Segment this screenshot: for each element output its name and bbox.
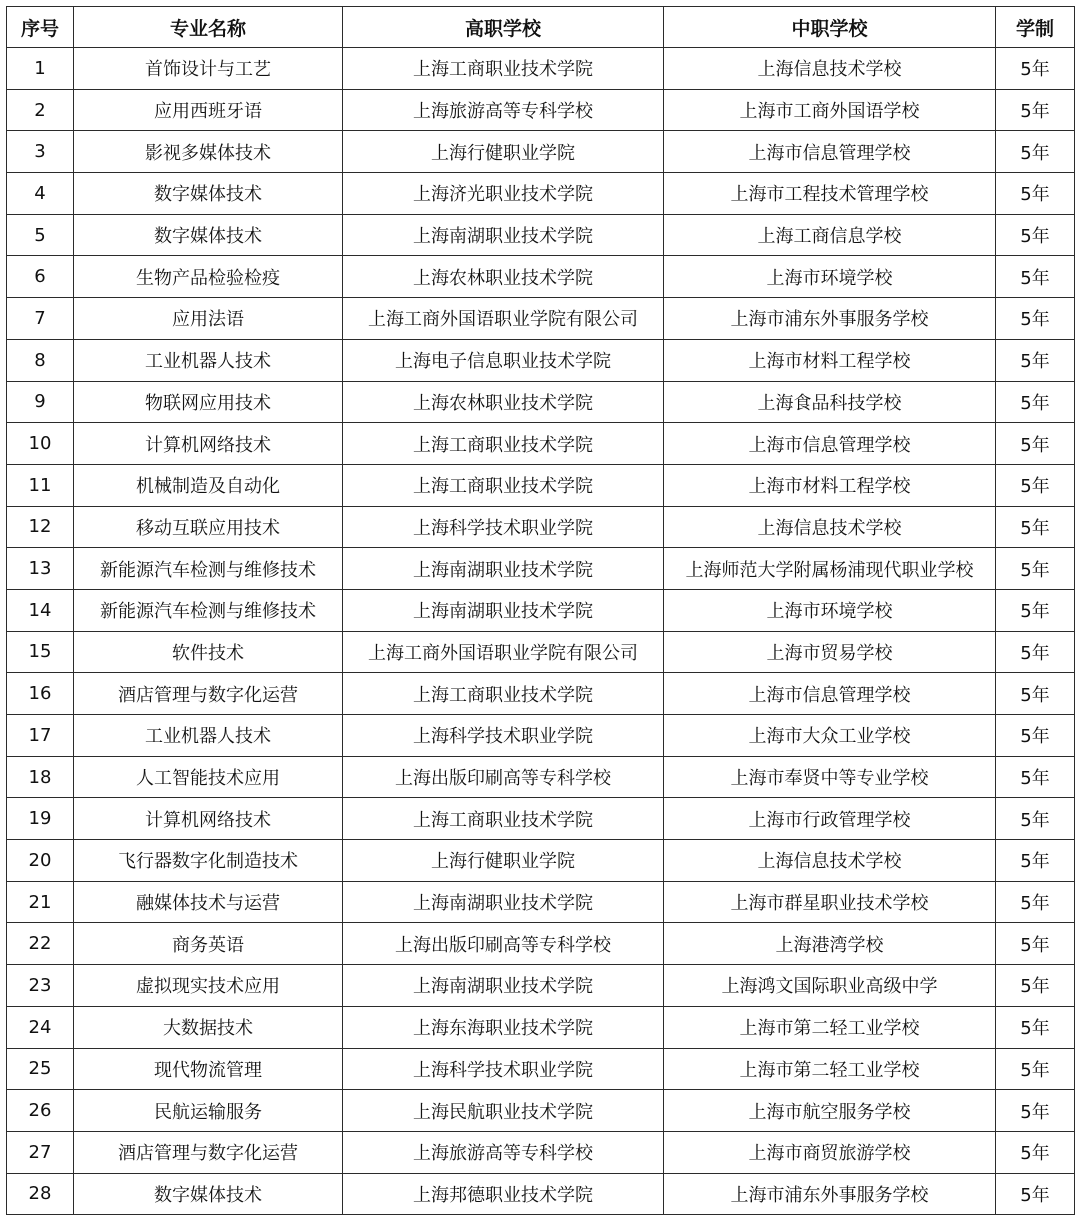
cell-secondary-vocational-school: 上海港湾学校 [664, 923, 996, 965]
table-row [7, 1048, 1075, 1090]
cell-index: 6 [7, 256, 74, 298]
cell-major: 酒店管理与数字化运营 [74, 673, 343, 715]
cell-index: 19 [7, 798, 74, 840]
cell-duration: 5年 [996, 256, 1075, 298]
cell-secondary-vocational-school: 上海市环境学校 [664, 589, 996, 631]
cell-higher-vocational-school: 上海科学技术职业学院 [343, 715, 664, 757]
cell-major: 影视多媒体技术 [74, 131, 343, 173]
cell-major: 人工智能技术应用 [74, 756, 343, 798]
cell-higher-vocational-school: 上海南湖职业技术学院 [343, 881, 664, 923]
cell-major: 大数据技术 [74, 1006, 343, 1048]
cell-duration: 5年 [996, 840, 1075, 882]
cell-major: 应用法语 [74, 298, 343, 340]
cell-duration: 5年 [996, 464, 1075, 506]
cell-higher-vocational-school: 上海农林职业技术学院 [343, 381, 664, 423]
header-higher-vocational-school: 高职学校 [343, 7, 664, 48]
cell-major: 融媒体技术与运营 [74, 881, 343, 923]
cell-higher-vocational-school: 上海工商职业技术学院 [343, 673, 664, 715]
cell-duration: 5年 [996, 798, 1075, 840]
cell-higher-vocational-school: 上海工商职业技术学院 [343, 798, 664, 840]
cell-higher-vocational-school: 上海出版印刷高等专科学校 [343, 923, 664, 965]
cell-major: 工业机器人技术 [74, 715, 343, 757]
cell-duration: 5年 [996, 339, 1075, 381]
cell-index: 7 [7, 298, 74, 340]
cell-index: 17 [7, 715, 74, 757]
cell-index: 23 [7, 965, 74, 1007]
table-row [7, 589, 1075, 631]
cell-duration: 5年 [996, 1006, 1075, 1048]
cell-higher-vocational-school: 上海济光职业技术学院 [343, 173, 664, 215]
cell-duration: 5年 [996, 1048, 1075, 1090]
cell-index: 28 [7, 1173, 74, 1215]
cell-secondary-vocational-school: 上海市浦东外事服务学校 [664, 298, 996, 340]
table-row [7, 173, 1075, 215]
cell-major: 酒店管理与数字化运营 [74, 1131, 343, 1173]
table-row [7, 1090, 1075, 1132]
cell-duration: 5年 [996, 89, 1075, 131]
cell-major: 应用西班牙语 [74, 89, 343, 131]
cell-secondary-vocational-school: 上海市第二轻工业学校 [664, 1006, 996, 1048]
cell-major: 工业机器人技术 [74, 339, 343, 381]
cell-major: 数字媒体技术 [74, 173, 343, 215]
table-row [7, 506, 1075, 548]
cell-secondary-vocational-school: 上海市群星职业技术学校 [664, 881, 996, 923]
cell-secondary-vocational-school: 上海师范大学附属杨浦现代职业学校 [664, 548, 996, 590]
table-row [7, 1006, 1075, 1048]
cell-major: 新能源汽车检测与维修技术 [74, 589, 343, 631]
cell-higher-vocational-school: 上海南湖职业技术学院 [343, 214, 664, 256]
cell-higher-vocational-school: 上海行健职业学院 [343, 840, 664, 882]
cell-major: 数字媒体技术 [74, 1173, 343, 1215]
header-major: 专业名称 [74, 7, 343, 48]
cell-secondary-vocational-school: 上海市浦东外事服务学校 [664, 1173, 996, 1215]
cell-secondary-vocational-school: 上海市环境学校 [664, 256, 996, 298]
cell-secondary-vocational-school: 上海工商信息学校 [664, 214, 996, 256]
cell-index: 26 [7, 1090, 74, 1132]
cell-duration: 5年 [996, 965, 1075, 1007]
cell-index: 14 [7, 589, 74, 631]
table-row [7, 423, 1075, 465]
cell-secondary-vocational-school: 上海信息技术学校 [664, 48, 996, 90]
table-row [7, 89, 1075, 131]
table-row [7, 256, 1075, 298]
cell-secondary-vocational-school: 上海市工商外国语学校 [664, 89, 996, 131]
cell-major: 商务英语 [74, 923, 343, 965]
cell-duration: 5年 [996, 881, 1075, 923]
cell-secondary-vocational-school: 上海信息技术学校 [664, 840, 996, 882]
cell-higher-vocational-school: 上海工商外国语职业学院有限公司 [343, 631, 664, 673]
cell-index: 3 [7, 131, 74, 173]
cell-higher-vocational-school: 上海行健职业学院 [343, 131, 664, 173]
cell-duration: 5年 [996, 673, 1075, 715]
cell-duration: 5年 [996, 548, 1075, 590]
table-row [7, 131, 1075, 173]
cell-major: 软件技术 [74, 631, 343, 673]
table-row [7, 381, 1075, 423]
cell-major: 数字媒体技术 [74, 214, 343, 256]
cell-duration: 5年 [996, 506, 1075, 548]
cell-major: 生物产品检验检疫 [74, 256, 343, 298]
cell-duration: 5年 [996, 423, 1075, 465]
table-row [7, 798, 1075, 840]
cell-secondary-vocational-school: 上海市信息管理学校 [664, 131, 996, 173]
table-row [7, 631, 1075, 673]
cell-higher-vocational-school: 上海工商外国语职业学院有限公司 [343, 298, 664, 340]
cell-secondary-vocational-school: 上海市信息管理学校 [664, 423, 996, 465]
table-row [7, 840, 1075, 882]
table-row [7, 965, 1075, 1007]
cell-higher-vocational-school: 上海南湖职业技术学院 [343, 589, 664, 631]
cell-index: 5 [7, 214, 74, 256]
header-secondary-vocational-school: 中职学校 [664, 7, 996, 48]
cell-index: 2 [7, 89, 74, 131]
cell-higher-vocational-school: 上海科学技术职业学院 [343, 1048, 664, 1090]
cell-index: 12 [7, 506, 74, 548]
cell-index: 16 [7, 673, 74, 715]
cell-duration: 5年 [996, 1173, 1075, 1215]
table-body [7, 48, 1075, 1215]
table-row [7, 1173, 1075, 1215]
cell-duration: 5年 [996, 131, 1075, 173]
cell-duration: 5年 [996, 48, 1075, 90]
cell-higher-vocational-school: 上海科学技术职业学院 [343, 506, 664, 548]
cell-major: 计算机网络技术 [74, 423, 343, 465]
header-index: 序号 [7, 7, 74, 48]
cell-major: 机械制造及自动化 [74, 464, 343, 506]
cell-index: 11 [7, 464, 74, 506]
table-container [6, 6, 1075, 1215]
cell-index: 8 [7, 339, 74, 381]
table-row [7, 48, 1075, 90]
table-row [7, 673, 1075, 715]
cell-secondary-vocational-school: 上海信息技术学校 [664, 506, 996, 548]
cell-major: 新能源汽车检测与维修技术 [74, 548, 343, 590]
cell-secondary-vocational-school: 上海鸿文国际职业高级中学 [664, 965, 996, 1007]
cell-higher-vocational-school: 上海农林职业技术学院 [343, 256, 664, 298]
cell-index: 9 [7, 381, 74, 423]
cell-higher-vocational-school: 上海民航职业技术学院 [343, 1090, 664, 1132]
header-duration: 学制 [996, 7, 1075, 48]
cell-higher-vocational-school: 上海东海职业技术学院 [343, 1006, 664, 1048]
cell-duration: 5年 [996, 756, 1075, 798]
cell-higher-vocational-school: 上海旅游高等专科学校 [343, 89, 664, 131]
cell-secondary-vocational-school: 上海市商贸旅游学校 [664, 1131, 996, 1173]
table-row [7, 464, 1075, 506]
cell-major: 虚拟现实技术应用 [74, 965, 343, 1007]
cell-secondary-vocational-school: 上海市奉贤中等专业学校 [664, 756, 996, 798]
cell-duration: 5年 [996, 923, 1075, 965]
cell-secondary-vocational-school: 上海市行政管理学校 [664, 798, 996, 840]
cell-higher-vocational-school: 上海南湖职业技术学院 [343, 965, 664, 1007]
cell-secondary-vocational-school: 上海市航空服务学校 [664, 1090, 996, 1132]
table-row [7, 923, 1075, 965]
cell-duration: 5年 [996, 214, 1075, 256]
cell-duration: 5年 [996, 381, 1075, 423]
cell-secondary-vocational-school: 上海市第二轻工业学校 [664, 1048, 996, 1090]
cell-higher-vocational-school: 上海南湖职业技术学院 [343, 548, 664, 590]
program-table [6, 6, 1075, 1215]
cell-index: 20 [7, 840, 74, 882]
cell-index: 22 [7, 923, 74, 965]
cell-secondary-vocational-school: 上海市工程技术管理学校 [664, 173, 996, 215]
cell-higher-vocational-school: 上海邦德职业技术学院 [343, 1173, 664, 1215]
cell-higher-vocational-school: 上海电子信息职业技术学院 [343, 339, 664, 381]
cell-duration: 5年 [996, 715, 1075, 757]
cell-major: 计算机网络技术 [74, 798, 343, 840]
cell-major: 首饰设计与工艺 [74, 48, 343, 90]
table-row [7, 715, 1075, 757]
cell-major: 飞行器数字化制造技术 [74, 840, 343, 882]
cell-duration: 5年 [996, 631, 1075, 673]
cell-major: 移动互联应用技术 [74, 506, 343, 548]
cell-secondary-vocational-school: 上海市贸易学校 [664, 631, 996, 673]
cell-higher-vocational-school: 上海旅游高等专科学校 [343, 1131, 664, 1173]
cell-higher-vocational-school: 上海出版印刷高等专科学校 [343, 756, 664, 798]
table-row [7, 298, 1075, 340]
cell-index: 27 [7, 1131, 74, 1173]
cell-index: 4 [7, 173, 74, 215]
cell-secondary-vocational-school: 上海市大众工业学校 [664, 715, 996, 757]
cell-index: 10 [7, 423, 74, 465]
cell-index: 21 [7, 881, 74, 923]
cell-higher-vocational-school: 上海工商职业技术学院 [343, 464, 664, 506]
cell-higher-vocational-school: 上海工商职业技术学院 [343, 423, 664, 465]
cell-index: 15 [7, 631, 74, 673]
cell-major: 现代物流管理 [74, 1048, 343, 1090]
table-row [7, 339, 1075, 381]
cell-index: 25 [7, 1048, 74, 1090]
cell-index: 18 [7, 756, 74, 798]
table-row [7, 1131, 1075, 1173]
header-row [7, 7, 1075, 48]
table-row [7, 214, 1075, 256]
cell-duration: 5年 [996, 173, 1075, 215]
table-row [7, 881, 1075, 923]
cell-major: 民航运输服务 [74, 1090, 343, 1132]
cell-duration: 5年 [996, 1090, 1075, 1132]
cell-index: 13 [7, 548, 74, 590]
cell-duration: 5年 [996, 1131, 1075, 1173]
table-row [7, 756, 1075, 798]
cell-secondary-vocational-school: 上海市信息管理学校 [664, 673, 996, 715]
cell-index: 24 [7, 1006, 74, 1048]
cell-secondary-vocational-school: 上海市材料工程学校 [664, 464, 996, 506]
table-row [7, 548, 1075, 590]
cell-duration: 5年 [996, 298, 1075, 340]
cell-secondary-vocational-school: 上海市材料工程学校 [664, 339, 996, 381]
cell-higher-vocational-school: 上海工商职业技术学院 [343, 48, 664, 90]
cell-secondary-vocational-school: 上海食品科技学校 [664, 381, 996, 423]
cell-index: 1 [7, 48, 74, 90]
cell-duration: 5年 [996, 589, 1075, 631]
cell-major: 物联网应用技术 [74, 381, 343, 423]
